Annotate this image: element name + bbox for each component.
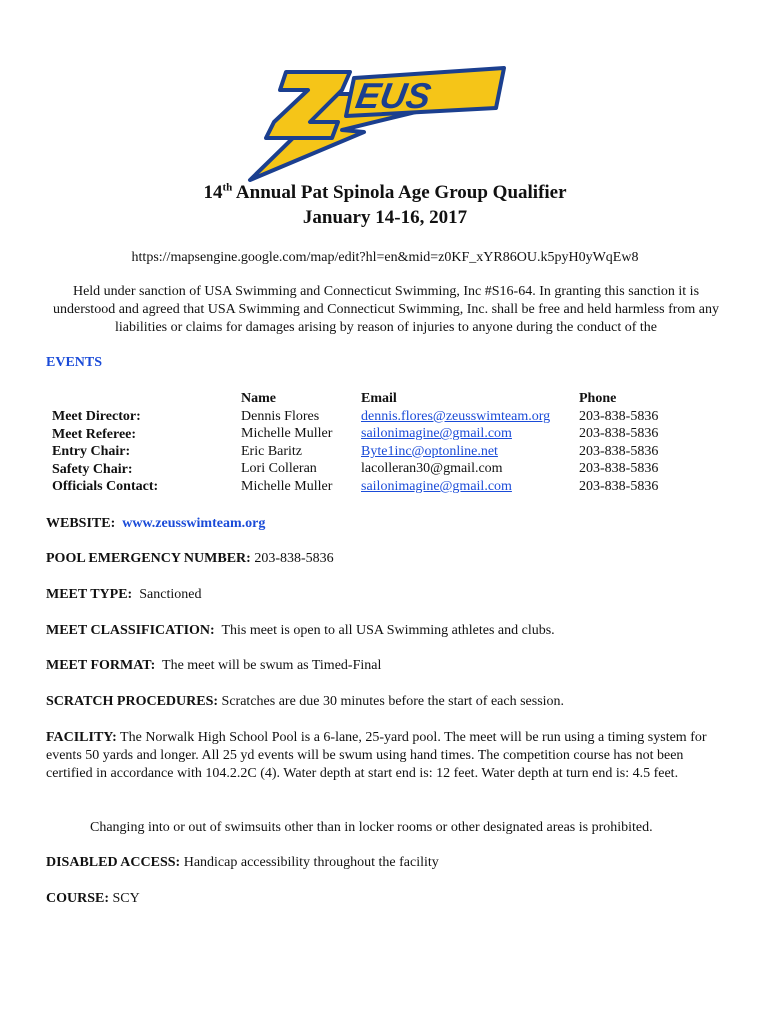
page-title: 14th Annual Pat Spinola Age Group Qualifier [203, 181, 567, 203]
changing-notice: Changing into or out of swimsuits other than in locker rooms or other designated areas is prohibited. [90, 820, 653, 835]
events-heading: EVENTS [46, 355, 103, 370]
email-link[interactable]: sailonimagine@gmail.com [361, 426, 512, 442]
meet-type-label: MEET TYPE: [46, 587, 133, 602]
disabled-access-field [46, 855, 439, 871]
zeus-logo [246, 64, 508, 184]
meet-format-value: The meet will be swum as Timed-Final [162, 658, 382, 673]
course-field [46, 891, 140, 907]
scratch-procedures-value: Scratches are due 30 minutes before the start of each session. [221, 694, 565, 709]
official-name: Michelle Muller [241, 478, 333, 494]
official-phone: 203-838-5836 [579, 461, 659, 477]
email-link[interactable]: dennis.flores@zeusswimteam.org [361, 408, 551, 424]
meet-format-field [46, 658, 381, 674]
pool-emergency-value: 203-838-5836 [254, 551, 334, 566]
phone-header: Phone [579, 391, 617, 406]
email-text: lacolleran30@gmail.com [361, 461, 503, 477]
officials-emails-column [361, 390, 550, 496]
logo-text: EUS [352, 75, 435, 116]
meet-type-field [46, 587, 201, 603]
official-phone: 203-838-5836 [579, 408, 659, 424]
role-label: Meet Director: [52, 409, 141, 424]
website-label: WEBSITE: [46, 516, 116, 531]
official-name: Michelle Muller [241, 426, 333, 442]
scratch-procedures-field [46, 694, 564, 710]
website-link[interactable]: www.zeusswimteam.org [122, 516, 266, 531]
official-name: Eric Baritz [241, 443, 303, 459]
pool-emergency-field [46, 551, 334, 567]
official-phone: 203-838-5836 [579, 478, 659, 494]
website-field [46, 516, 265, 532]
official-phone: 203-838-5836 [579, 426, 659, 442]
facility-label: FACILITY: [46, 730, 117, 745]
course-label: COURSE: [46, 891, 110, 906]
facility-paragraph [46, 729, 730, 783]
role-label: Officials Contact: [52, 479, 159, 495]
role-label: Meet Referee: [52, 426, 137, 442]
sanction-paragraph: Held under sanction of USA Swimming and Connecticut Swimming, Inc #S16-64. In granting this sanction it is understood and agreed that USA Swimming and Connecticut Swimming, Inc. shall be free and held harmless from any liabilities or claims for damages arising by reason of injuries to anyone during the conduct of the [52, 284, 720, 335]
meet-classification-field [46, 623, 555, 639]
pool-emergency-label: POOL EMERGENCY NUMBER: [46, 551, 251, 566]
name-header: Name [241, 391, 276, 406]
meet-type-value: Sanctioned [139, 587, 202, 602]
scratch-procedures-label: SCRATCH PROCEDURES: [46, 694, 219, 709]
meet-classification-value: This meet is open to all USA Swimming athletes and clubs. [221, 623, 555, 638]
map-link[interactable]: https://mapsengine.google.com/map/edit?hl=en&mid=z0KF_xYR86OU.k5pyH0yWqEw8 [131, 250, 639, 265]
official-phone: 203-838-5836 [579, 443, 659, 459]
meet-dates: January 14-16, 2017 [302, 207, 468, 228]
email-link[interactable]: Byte1inc@optonline.net [361, 443, 498, 459]
course-value: SCY [112, 891, 140, 906]
official-name: Dennis Flores [241, 408, 320, 424]
email-header: Email [361, 391, 397, 406]
officials-phones-column [579, 390, 658, 496]
facility-value: The Norwalk High School Pool is a 6-lane, 25-yard pool. The meet will be run using a timing system for events 50 yards and longer. All 25 yd events will be swum using hand times. The competition course has not been certified in accordance with 104.2.2C (4). Water depth at start end is: 12 feet. Water depth at turn end is: 4.5 feet. [46, 730, 707, 781]
officials-roles-column [52, 408, 158, 496]
meet-format-label: MEET FORMAT: [46, 658, 156, 673]
role-label: Safety Chair: [52, 461, 133, 477]
disabled-access-label: DISABLED ACCESS: [46, 855, 181, 870]
disabled-access-value: Handicap accessibility throughout the facility [183, 855, 439, 870]
meet-classification-label: MEET CLASSIFICATION: [46, 623, 215, 638]
officials-names-column [241, 390, 332, 496]
official-name: Lori Colleran [241, 461, 317, 477]
role-label: Entry Chair: [52, 444, 131, 460]
email-link[interactable]: sailonimagine@gmail.com [361, 478, 512, 494]
